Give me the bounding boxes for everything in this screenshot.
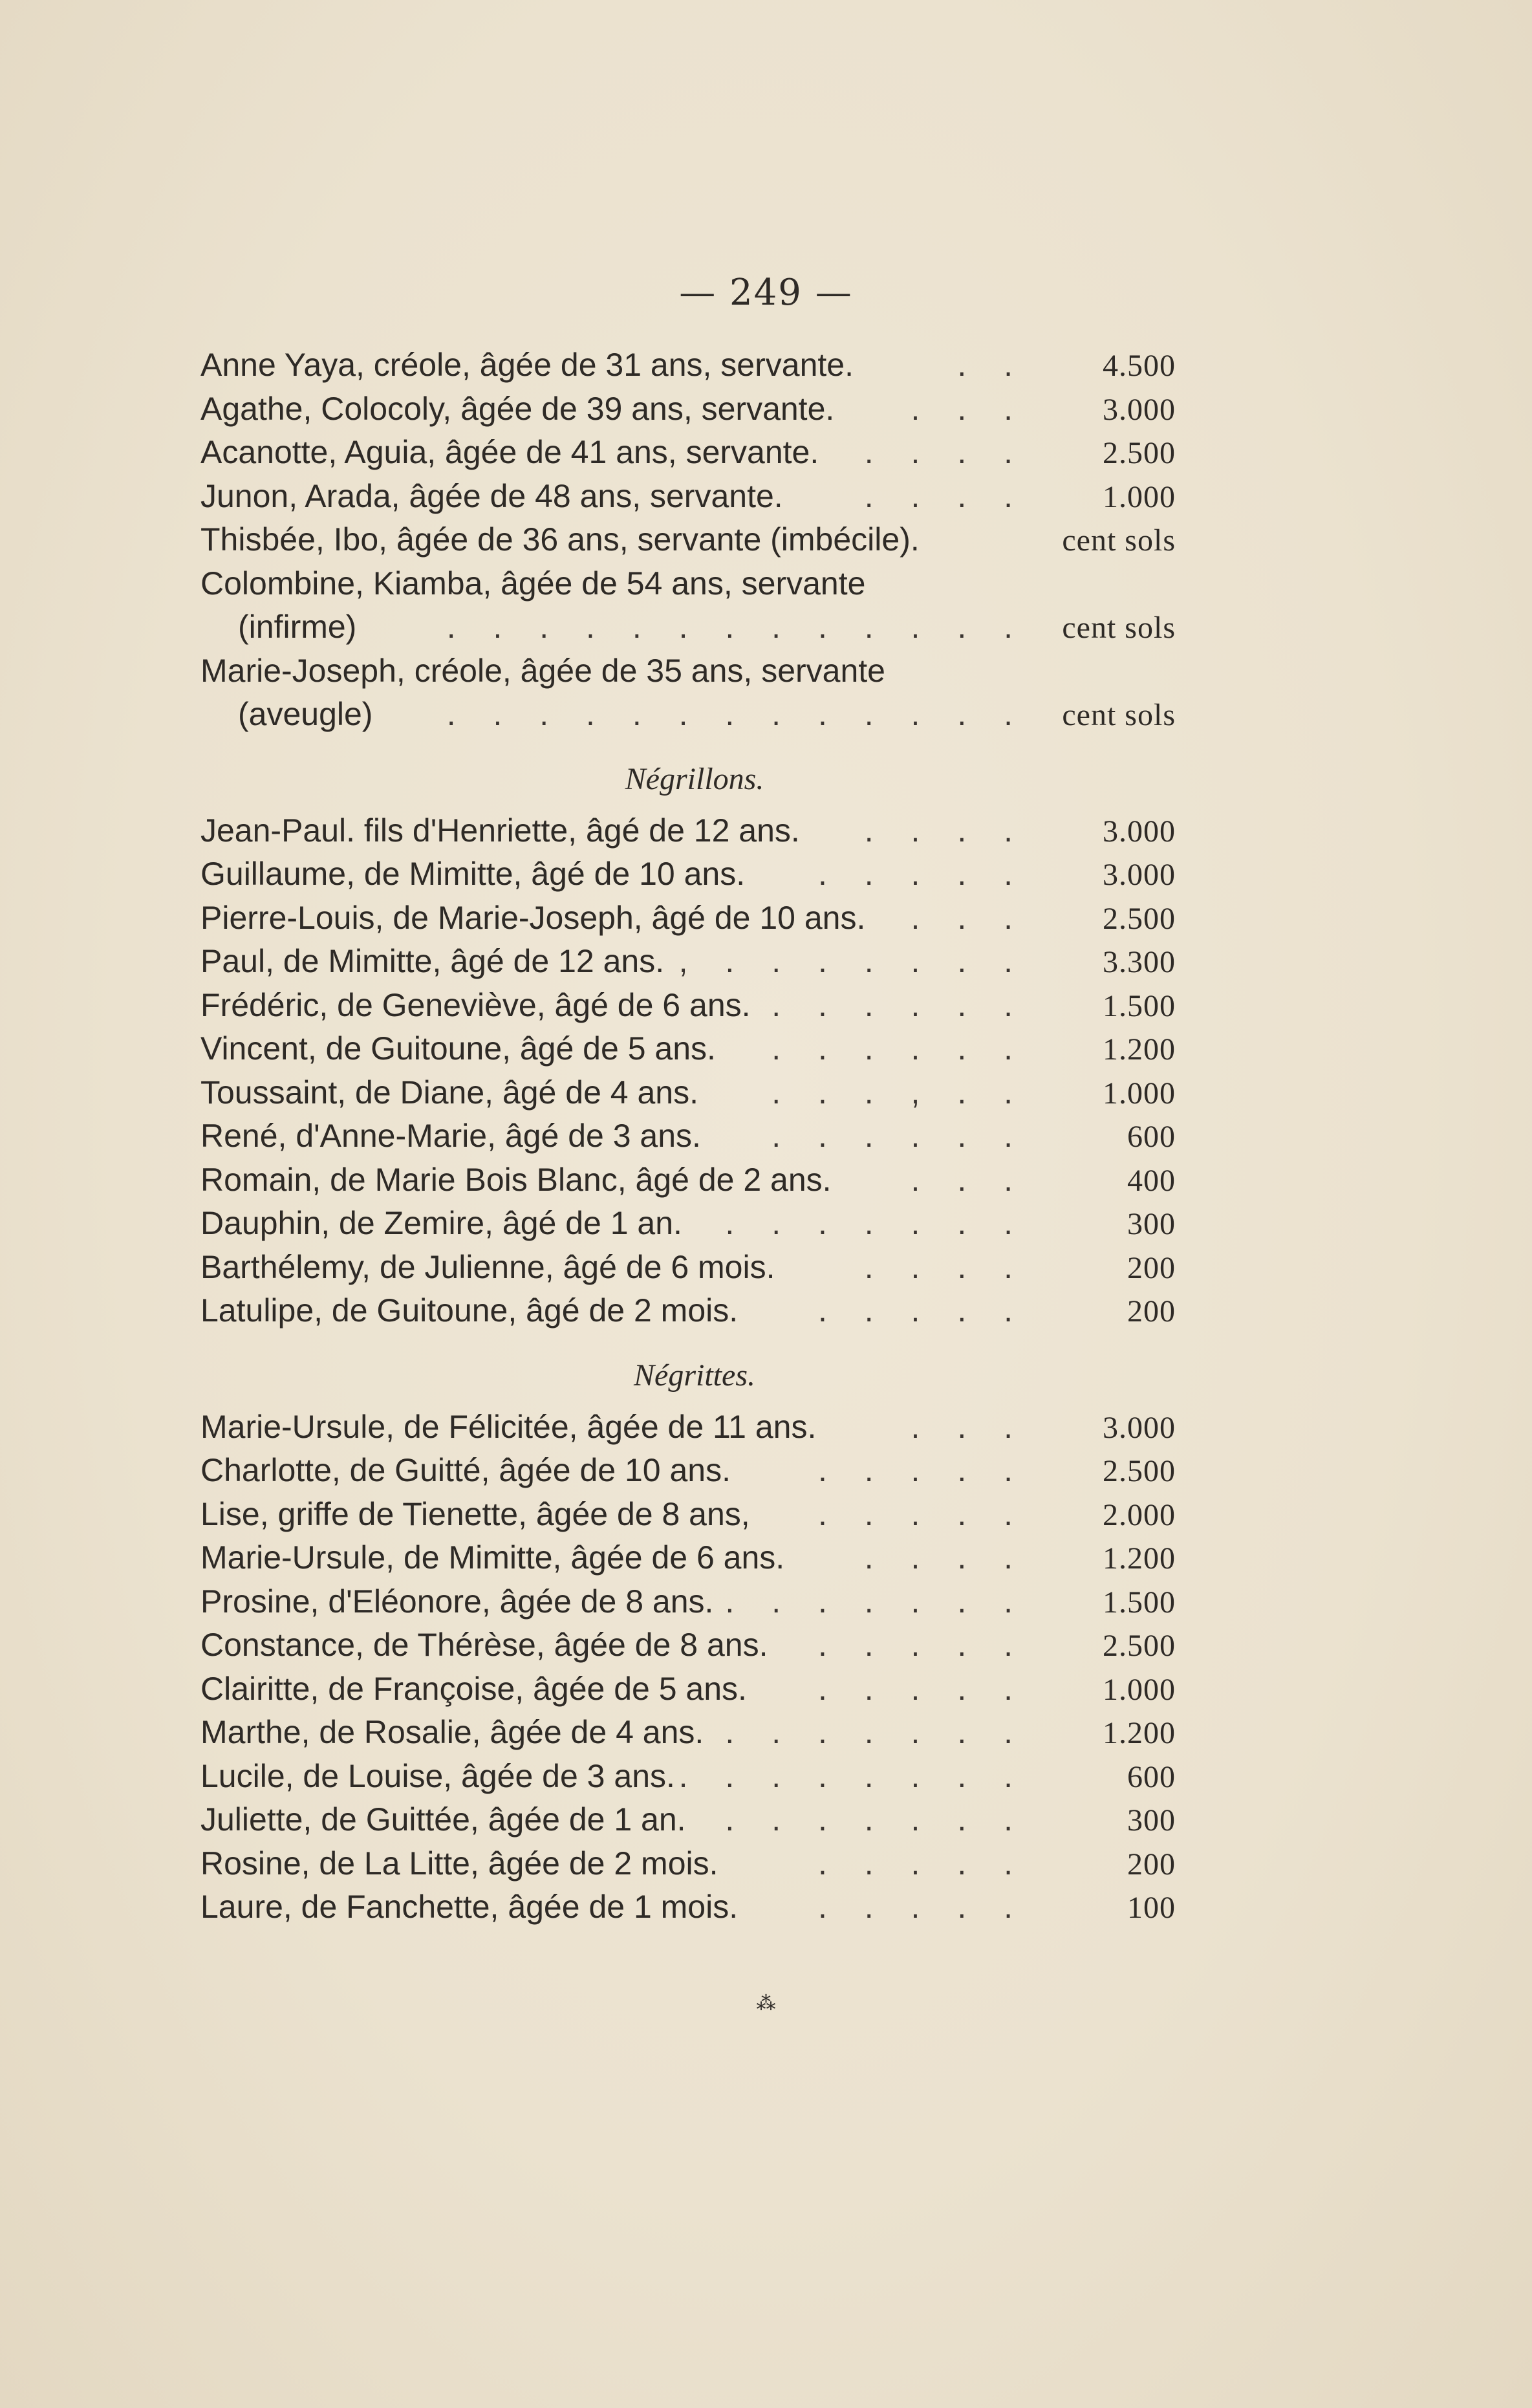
entry-name: Marie-Joseph, créole, âgée de 35 ans, servante [200,652,885,689]
dot-leader: . . . . . [817,1845,1027,1882]
list-item [200,942,1176,986]
entry-value: 200 [1127,1847,1176,1882]
entry-value: 3.000 [1103,392,1176,427]
dot-leader: . . . . [864,812,1027,849]
entry-value: cent sols [1062,611,1176,645]
dot-leader: . . . . . . [771,1030,1027,1067]
entry-name: Charlotte, de Guitté, âgée de 10 ans. [200,1452,731,1488]
entry-value: 1.200 [1103,1032,1176,1067]
negrittes-group [200,1408,1176,1932]
list-item [200,1670,1176,1714]
entry-value: 200 [1127,1250,1176,1285]
list-item [200,1408,1176,1452]
dot-leader: . . . . [864,477,1027,514]
entry-name: Marthe, de Rosalie, âgée de 4 ans. [200,1714,704,1750]
list-item [200,986,1176,1030]
entry-name: Constance, de Thérèse, âgée de 8 ans. [200,1627,768,1663]
entry-name: Prosine, d'Eléonore, âgée de 8 ans. [200,1583,714,1620]
dot-leader: . . . . . . . [725,1714,1027,1750]
entry-name: Frédéric, de Geneviève, âgé de 6 ans. [200,986,751,1023]
entry-value: 600 [1127,1120,1176,1154]
list-item [200,390,1176,434]
entry-name: Junon, Arada, âgée de 48 ans, servante. [200,477,783,514]
dot-leader: . . . . . [817,1889,1027,1925]
dot-leader: . . . . . [817,856,1027,892]
dot-leader: . . . . . [817,1627,1027,1663]
dot-leader: . . . . . . [771,1118,1027,1154]
list-item [200,1451,1176,1495]
dot-leader: . . . . . [817,1670,1027,1707]
entry-value: 100 [1127,1891,1176,1925]
entry-value: cent sols [1062,523,1176,558]
entry-name: Clairitte, de Françoise, âgée de 5 ans. [200,1670,747,1707]
entry-name: Agathe, Colocoly, âgée de 39 ans, servante. [200,390,835,427]
section-title-negrillons: Négrillons. [625,761,764,796]
asterism-ornament: ⁂ [756,1992,776,2015]
dot-leader: . . . . . . . [725,1583,1027,1620]
dot-leader: . . . . . [817,1292,1027,1329]
entry-value: 2.000 [1103,1497,1176,1532]
entry-value: 1.500 [1103,1585,1176,1620]
negrillons-group [200,812,1176,1336]
entry-value: 1.000 [1103,1672,1176,1707]
dot-leader: . . . . . [817,1452,1027,1488]
list-item [200,521,1176,565]
dot-leader: . . . [911,1161,1027,1198]
entry-name: Laure, de Fanchette, âgée de 1 mois. [200,1889,739,1925]
entry-name: Juliette, de Guittée, âgée de 1 an. [200,1801,686,1838]
dot-leader: . . . . . . . . . . . . . [446,696,1027,732]
list-item [200,1757,1176,1801]
entry-name-continued: (aveugle) [238,696,373,732]
list-item-line2 [200,608,1176,652]
dot-leader: . . . [911,1408,1027,1445]
servants-group [200,346,1176,739]
entry-name: Vincent, de Guitoune, âgé de 5 ans. [200,1030,716,1067]
entry-name: Barthélemy, de Julienne, âgé de 6 mois. [200,1248,775,1285]
entry-value: 4.500 [1103,349,1176,383]
entry-value: 1.000 [1103,1076,1176,1111]
dot-leader: . . . . . . . . [678,1757,1027,1794]
entry-value: 3.000 [1103,1410,1176,1445]
list-item [200,1030,1176,1074]
entry-value: 300 [1127,1803,1176,1838]
list-item-line1 [200,652,1176,696]
list-item [200,1583,1176,1627]
entry-name: Pierre-Louis, de Marie-Joseph, âgé de 10 ans. [200,899,866,936]
entry-value: 3.000 [1103,814,1176,849]
entry-value: 1.500 [1103,988,1176,1023]
list-item-line2 [200,695,1176,739]
list-item [200,1845,1176,1889]
dot-leader: . . . [911,899,1027,936]
entry-value: 600 [1127,1759,1176,1794]
dot-leader: . . . . . . . [725,1205,1027,1241]
entry-name: Paul, de Mimitte, âgé de 12 ans. [200,943,665,979]
entry-name-continued: (infirme) [238,609,357,645]
entry-value: 1.000 [1103,479,1176,514]
entry-value: 1.200 [1103,1541,1176,1576]
entry-name: Lise, griffe de Tienette, âgée de 8 ans, [200,1495,750,1532]
dot-leader: . . . . [864,434,1027,470]
entry-name: Dauphin, de Zemire, âgé de 1 an. [200,1205,682,1241]
list-item [200,477,1176,521]
entry-value: 2.500 [1103,901,1176,936]
dot-leader: . . . , . . [771,1074,1027,1111]
entry-name: Lucile, de Louise, âgée de 3 ans. [200,1757,675,1794]
list-item [200,1888,1176,1932]
entry-value: 400 [1127,1163,1176,1198]
entry-name: Colombine, Kiamba, âgée de 54 ans, servante [200,565,866,602]
entry-value: 3.300 [1103,945,1176,979]
list-item [200,1292,1176,1336]
section-title-negrittes: Négrittes. [634,1358,755,1393]
entry-name: Latulipe, de Guitoune, âgé de 2 mois. [200,1292,739,1329]
entry-value: 200 [1127,1294,1176,1329]
entry-value: 3.000 [1103,858,1176,892]
entry-name: Anne Yaya, créole, âgée de 31 ans, servante. [200,347,854,383]
dot-leader: . . . . . . [771,986,1027,1023]
list-item-line1 [200,565,1176,609]
list-item [200,1204,1176,1248]
dot-leader: . . . . [864,1248,1027,1285]
list-item [200,899,1176,943]
entry-value: 2.500 [1103,436,1176,470]
entry-name: Marie-Ursule, de Mimitte, âgée de 6 ans. [200,1539,785,1576]
entry-name: Guillaume, de Mimitte, âgé de 10 ans. [200,856,746,892]
entry-value: cent sols [1062,698,1176,732]
entry-name: Rosine, de La Litte, âgée de 2 mois. [200,1845,718,1882]
list-item [200,1801,1176,1845]
entry-name: Thisbée, Ibo, âgée de 36 ans, servante (imbécile). [200,521,920,558]
dot-leader: . . . . . . . [725,1801,1027,1838]
dot-leader: . . . . . [817,1495,1027,1532]
list-item [200,1539,1176,1583]
entry-value: 300 [1127,1207,1176,1241]
entry-name: René, d'Anne-Marie, âgé de 3 ans. [200,1118,701,1154]
list-item [200,1161,1176,1205]
dot-leader: , . . . . . . . [678,943,1027,979]
dot-leader: . . . [911,390,1027,427]
list-item [200,855,1176,899]
page-number: — 249 — [679,272,853,314]
list-item [200,1248,1176,1292]
entry-name: Romain, de Marie Bois Blanc, âgé de 2 ans. [200,1161,832,1198]
list-item [200,346,1176,390]
dot-leader: . . . . . . . . . . . . . [446,609,1027,645]
dot-leader: . . . . [864,1539,1027,1576]
list-item [200,1117,1176,1161]
inventory-list [200,346,1176,1932]
list-item [200,812,1176,856]
list-item [200,1495,1176,1539]
entry-name: Acanotte, Aguia, âgée de 41 ans, servante. [200,434,819,470]
entry-name: Toussaint, de Diane, âgé de 4 ans. [200,1074,698,1111]
entry-value: 2.500 [1103,1629,1176,1663]
entry-value: 2.500 [1103,1454,1176,1488]
list-item [200,1074,1176,1118]
entry-name: Marie-Ursule, de Félicitée, âgée de 11 ans. [200,1408,817,1445]
list-item [200,1626,1176,1670]
entry-value: 1.200 [1103,1716,1176,1750]
list-item [200,1713,1176,1757]
list-item [200,433,1176,477]
entry-name: Jean-Paul. fils d'Henriette, âgé de 12 ans. [200,812,800,849]
dot-leader: . . [957,347,1027,383]
